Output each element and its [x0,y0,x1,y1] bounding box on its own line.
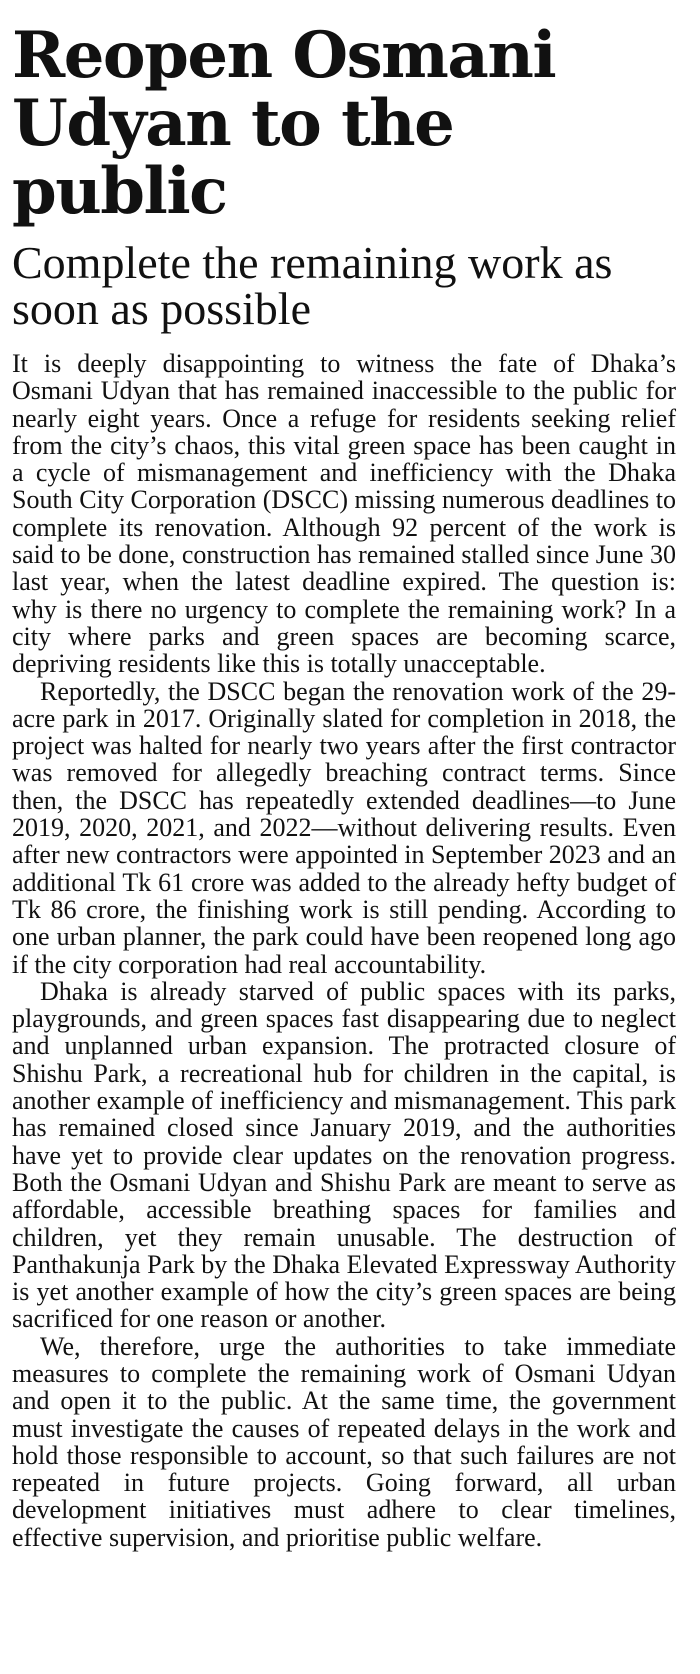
body-paragraph-4: We, therefore, urge the authorities to take immediate measures to complete the remaining work of Osmani Udyan and open it to the public. At the same time, the government must investigate the causes of repeated delays in the work and hold those responsible to account, so that such failures are not repeated in future projects. Going forward, all urban development initiatives must adhere to clear timelines, effective supervision, and prioritise public welfare. [12,1331,676,1552]
body-paragraph-3: Dhaka is already starved of public spaces with its parks, playgrounds, and green spaces fast disappearing due to neglect and unplanned urban expansion. The protracted closure of Shishu Park, a recreational hub for children in the capital, is another example of inefficiency and mismanagement. This park has remained closed since January 2019, and the authorities have yet to provide clear updates on the renovation progress. Both the Osmani Udyan and Shishu Park are meant to serve as affordable, accessible breathing spaces for families and children, yet they remain unusable. The destruction of Panthakunja Park by the Dhaka Elevated Expressway Authority is yet another example of how the city’s green spaces are being sacrificed for one reason or another. [12,976,676,1334]
headline: Reopen Osmani Udyan to the public [12,18,556,229]
body-paragraph-2: Reportedly, the DSCC began the renovation work of the 29-acre park in 2017. Originally slated for completion in 2018, the project was halted for nearly two years after the first contractor was removed for allegedly breaching contract terms. Since then, the DSCC has repeatedly extended deadlines—to June 2019, 2020, 2021, and 2022—without delivering results. Even after new contractors were appointed in September 2023 and an additional Tk 61 crore was added to the already hefty budget of Tk 86 crore, the finishing work is still pending. According to one urban planner, the park could have been reopened long ago if the city corporation had real accountability. [12,676,676,979]
subheadline: Complete the remaining work as soon as possible [12,237,613,334]
body-paragraph-1: It is deeply disappointing to witness the fate of Dhaka’s Osmani Udyan that has remained inaccessible to the public for nearly eight years. Once a refuge for residents seeking relief from the city’s chaos, this vital green space has been caught in a cycle of mismanagement and inefficiency with the Dhaka South City Corporation (DSCC) missing numerous deadlines to complete its renovation. Although 92 percent of the work is said to be done, construction has remained stalled since June 30 last year, when the latest deadline expired. The question is: why is there no urgency to complete the remaining work? In a city where parks and green spaces are becoming scarce, depriving residents like this is totally unacceptable. [12,349,676,679]
article-body [12,350,676,1551]
